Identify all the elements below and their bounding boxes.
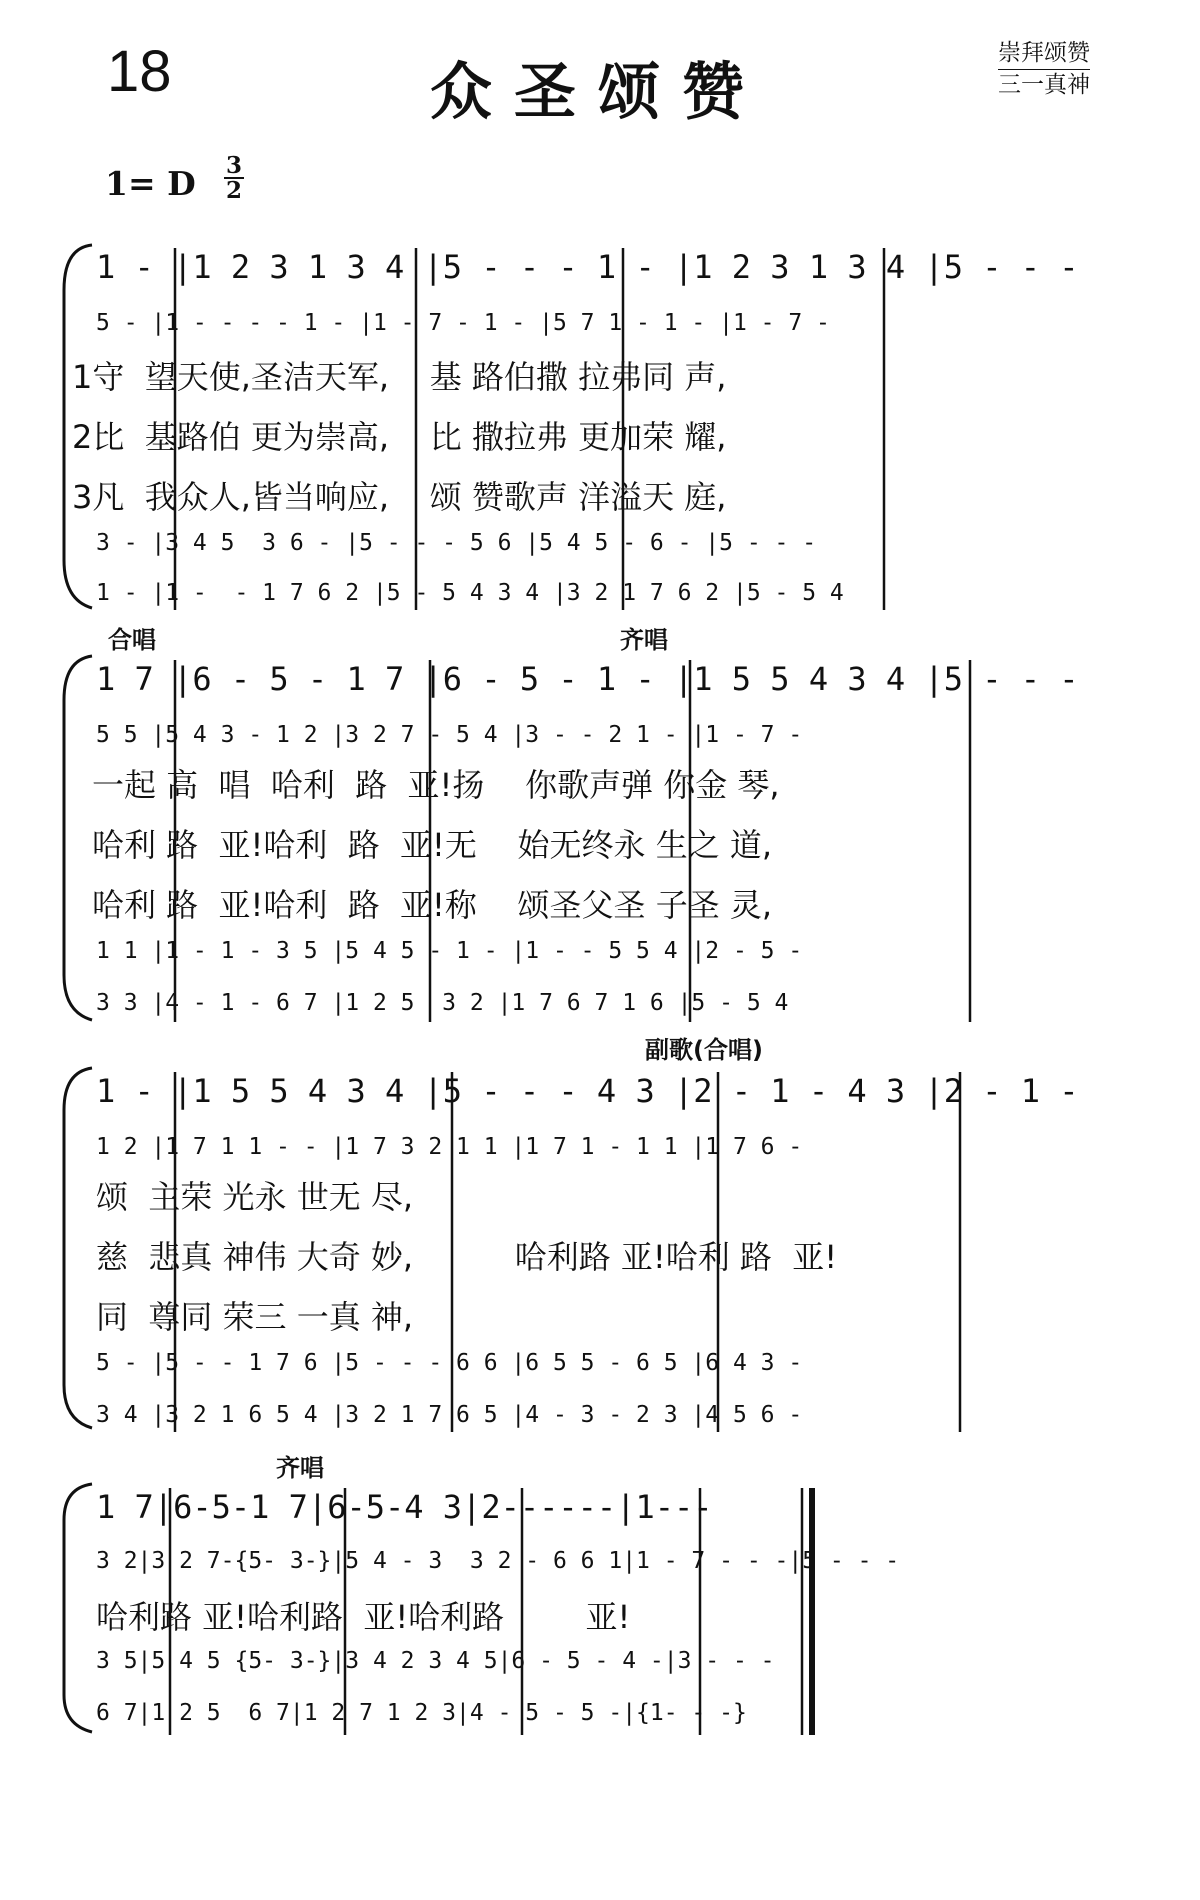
system-4-lyric: 哈利路 亚!哈利路 亚!哈利路 亚! bbox=[96, 1598, 631, 1636]
system-3-brace bbox=[64, 1068, 92, 1428]
system-3-lyric-verse-2: 慈 悲真 神伟 大奇 妙, 哈利路 亚!哈利 路 亚! bbox=[96, 1238, 838, 1276]
system-2-lyric-verse-2: 哈利 路 亚!哈利 路 亚!无 始无终永 生之 道, bbox=[92, 826, 773, 864]
hymn-title: 众圣颂赞 bbox=[430, 55, 767, 128]
system-1-soprano: 1 - |1 2 3 1 3 4 |5 - - - 1 - |1 2 3 1 3 4 |5 - - - bbox=[96, 248, 1079, 286]
hymn-number: 18 bbox=[107, 39, 172, 104]
system-1-lyric-verse-3: 3凡 我众人,皆当响应, 颂 赞歌声 洋溢天 庭, bbox=[72, 478, 727, 516]
system-3-mark-refrain: 副歌(合唱) bbox=[645, 1036, 763, 1064]
time-signature-top: 3 bbox=[225, 152, 242, 179]
system-1-bass: 1 - |1 - - 1 7 6 2 |5 - 5 4 3 4 |3 2 1 7 6 2 |5 - 5 4 bbox=[96, 580, 844, 606]
system-3-lyric-verse-1: 颂 主荣 光永 世无 尽, bbox=[96, 1178, 414, 1216]
system-2-brace bbox=[64, 656, 92, 1020]
key-signature: 1= D bbox=[105, 164, 196, 203]
category-line-2: 三一真神 bbox=[998, 72, 1090, 98]
system-2-lyric-verse-3: 哈利 路 亚!哈利 路 亚!称 颂圣父圣 子圣 灵, bbox=[92, 886, 773, 924]
system-2-mark-chorus: 合唱 bbox=[108, 626, 156, 654]
system-4-soprano: 1 7|6-5-1 7|6-5-4 3|2------|1--- bbox=[96, 1488, 713, 1526]
system-4-bass: 6 7|1 2 5 6 7|1 2 7 1 2 3|4 - 5 - 5 -|{1- - -} bbox=[96, 1700, 747, 1726]
system-2-alto: 5 5 |5 4 3 - 1 2 |3 2 7 - 5 4 |3 - - 2 1 - |1 - 7 - bbox=[96, 722, 803, 748]
category-line-1: 崇拜颂赞 bbox=[998, 38, 1090, 70]
system-3-soprano: 1 - |1 5 5 4 3 4 |5 - - - 4 3 |2 - 1 - 4 3 |2 - 1 - bbox=[96, 1072, 1079, 1110]
system-2-soprano: 1 7 |6 - 5 - 1 7 |6 - 5 - 1 - |1 5 5 4 3 4 |5 - - - bbox=[96, 660, 1079, 698]
system-3-bass: 3 4 |3 2 1 6 5 4 |3 2 1 7 6 5 |4 - 3 - 2 3 |4 5 6 - bbox=[96, 1402, 803, 1428]
system-4-mark-unison: 齐唱 bbox=[276, 1454, 324, 1482]
system-1-lyric-verse-2: 2比 基路伯 更为崇高, 比 撒拉弗 更加荣 耀, bbox=[72, 418, 727, 456]
system-1-lyric-verse-1: 1守 望天使,圣洁天军, 基 路伯撒 拉弗同 声, bbox=[72, 358, 727, 396]
system-2-tenor: 1 1 |1 - 1 - 3 5 |5 4 5 - 1 - |1 - - 5 5 4 |2 - 5 - bbox=[96, 938, 803, 964]
system-3-alto: 1 2 |1 7 1 1 - - |1 7 3 2 1 1 |1 7 1 - 1 1 |1 7 6 - bbox=[96, 1134, 803, 1160]
system-4-tenor: 3 5|5 4 5 {5- 3-}|3 4 2 3 4 5|6 - 5 - 4 -|3 - - - bbox=[96, 1648, 775, 1674]
system-3-lyric-verse-3: 同 尊同 荣三 一真 神, bbox=[96, 1298, 414, 1336]
system-1-brace bbox=[64, 245, 92, 608]
system-1-tenor: 3 - |3 4 5 3 6 - |5 - - - 5 6 |5 4 5 - 6 - |5 - - - bbox=[96, 530, 817, 556]
system-3-tenor: 5 - |5 - - 1 7 6 |5 - - - 6 6 |6 5 5 - 6 5 |6 4 3 - bbox=[96, 1350, 803, 1376]
system-2-bass: 3 3 |4 - 1 - 6 7 |1 2 5 3 2 |1 7 6 7 1 6 |5 - 5 4 bbox=[96, 990, 789, 1016]
system-4-alto: 3 2|3 2 7-{5- 3-}|5 4 - 3 3 2 - 6 6 1|1 - 7 - - -|5 - - - bbox=[96, 1548, 900, 1574]
system-2-lyric-verse-1: 一起 高 唱 哈利 路 亚!扬 你歌声弹 你金 琴, bbox=[92, 766, 780, 804]
system-1-alto: 5 - |1 - - - - 1 - |1 - 7 - 1 - |5 7 1 - 1 - |1 - 7 - bbox=[96, 310, 830, 336]
system-4-brace bbox=[64, 1484, 92, 1732]
system-2-mark-unison: 齐唱 bbox=[620, 626, 668, 654]
time-signature-bottom: 2 bbox=[225, 177, 242, 204]
